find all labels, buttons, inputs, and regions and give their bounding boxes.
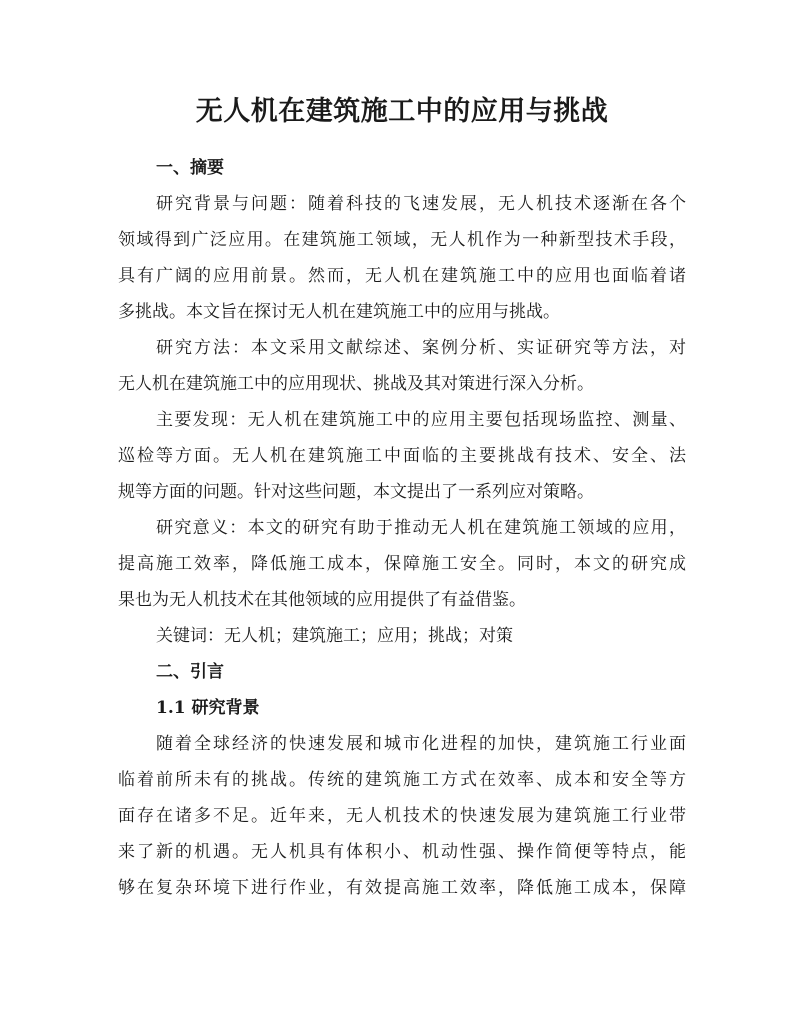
paragraph-line: 研究方法：本文采用文献综述、案例分析、实证研究等方法，对 xyxy=(156,338,686,358)
paragraph-line: 面存在诸多不足。近年来，无人机技术的快速发展为建筑施工行业带 xyxy=(118,806,686,826)
methods-paragraph xyxy=(118,330,686,402)
abstract-heading: 一、摘要 xyxy=(156,158,224,178)
paragraph-line: 够在复杂环境下进行作业，有效提高施工效率，降低施工成本，保障 xyxy=(118,878,686,898)
paragraph-line: 果也为无人机技术在其他领域的应用提供了有益借鉴。 xyxy=(118,590,526,610)
paragraph-line: 领域得到广泛应用。在建筑施工领域，无人机作为一种新型技术手段， xyxy=(118,230,686,250)
paragraph-line: 规等方面的问题。针对这些问题，本文提出了一系列应对策略。 xyxy=(118,482,594,502)
intro-paragraph xyxy=(118,726,686,906)
section-1-1-heading: 1.1 研究背景 xyxy=(156,698,260,718)
paragraph-line: 研究意义：本文的研究有助于推动无人机在建筑施工领域的应用， xyxy=(156,518,686,538)
document-page xyxy=(118,92,686,906)
paragraph-line: 提高施工效率，降低施工成本，保障施工安全。同时，本文的研究成 xyxy=(118,554,686,574)
paragraph-line: 巡检等方面。无人机在建筑施工中面临的主要挑战有技术、安全、法 xyxy=(118,446,686,466)
keywords-paragraph xyxy=(118,618,686,654)
paragraph-line: 随着全球经济的快速发展和城市化进程的加快，建筑施工行业面 xyxy=(156,734,686,754)
document-title: 无人机在建筑施工中的应用与挑战 xyxy=(195,96,609,127)
paragraph-line: 临着前所未有的挑战。传统的建筑施工方式在效率、成本和安全等方 xyxy=(118,770,686,790)
paragraph-line: 研究背景与问题：随着科技的飞速发展，无人机技术逐渐在各个 xyxy=(156,194,686,214)
keywords-line: 关键词：无人机；建筑施工；应用；挑战；对策 xyxy=(156,626,513,646)
paragraph-line: 无人机在建筑施工中的应用现状、挑战及其对策进行深入分析。 xyxy=(118,374,594,394)
paragraph-line: 具有广阔的应用前景。然而，无人机在建筑施工中的应用也面临着诸 xyxy=(118,266,686,286)
significance-paragraph xyxy=(118,510,686,618)
findings-paragraph xyxy=(118,402,686,510)
intro-heading: 二、引言 xyxy=(156,662,224,682)
paragraph-line: 多挑战。本文旨在探讨无人机在建筑施工中的应用与挑战。 xyxy=(118,302,560,322)
paragraph-line: 来了新的机遇。无人机具有体积小、机动性强、操作简便等特点，能 xyxy=(118,842,686,862)
background-paragraph xyxy=(118,186,686,330)
paragraph-line: 主要发现：无人机在建筑施工中的应用主要包括现场监控、测量、 xyxy=(156,410,686,430)
